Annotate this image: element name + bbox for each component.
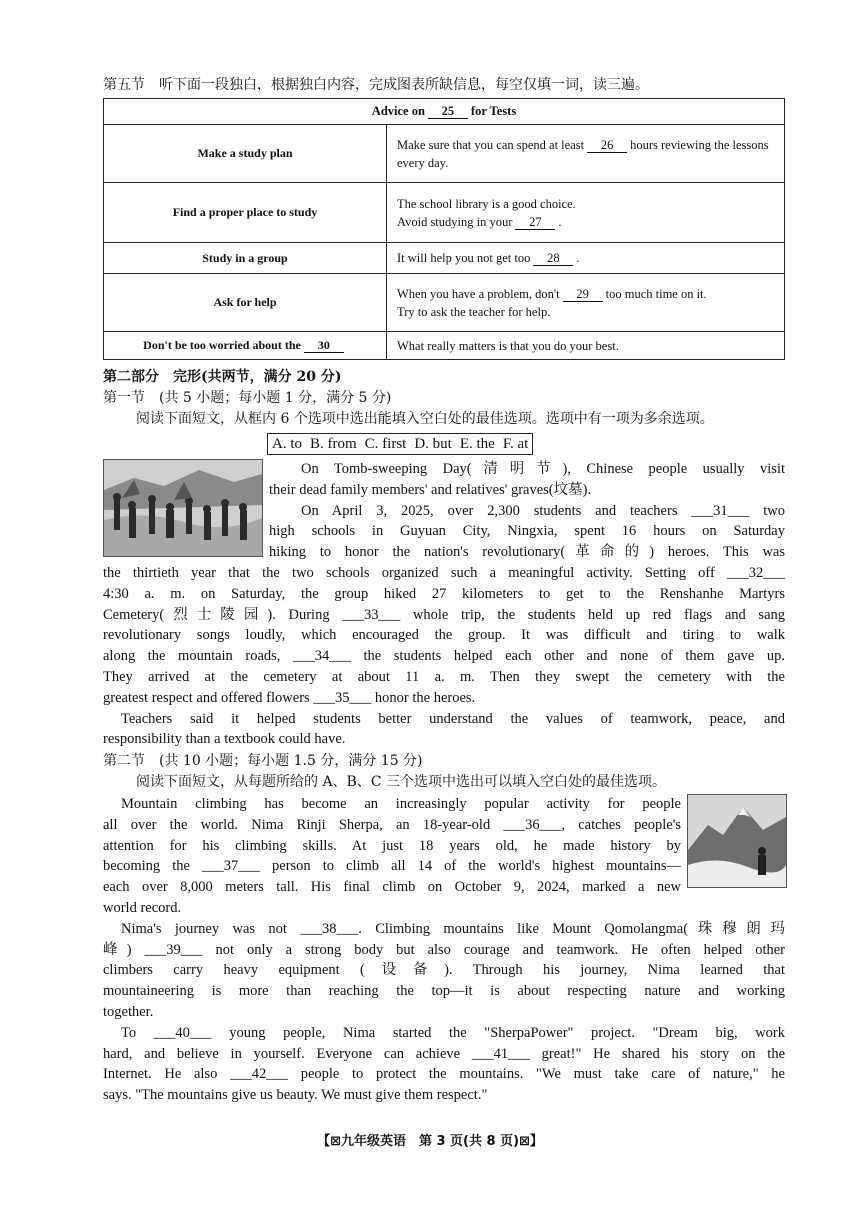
- page-footer: 【⊠九年级英语 第 3 页(共 8 页)⊠】: [317, 1134, 543, 1149]
- table-row: Study in a group It will help you not get too 28 .: [104, 243, 785, 274]
- option-f: F. at: [502, 436, 529, 452]
- part2-sec2-heading: 第二节 (共 10 小题；每小题 1.5 分，满分 15 分): [103, 753, 423, 769]
- blank-27: 27: [515, 215, 555, 230]
- option-b: B. from: [310, 436, 357, 452]
- table-row: Don't be too worried about the 30 What really matters is that you do your best.: [104, 332, 785, 360]
- option-a: A. to: [272, 436, 302, 452]
- table-row: Ask for help When you have a problem, don't 29 too much time on it. Try to ask the teacher for help.: [104, 274, 785, 332]
- part2-heading: 第二部分 完形(共两节，满分 20 分): [103, 369, 342, 385]
- table-title: Advice on 25 for Tests: [104, 99, 785, 125]
- table-row: Make a study plan Make sure that you can spend at least 26 hours reviewing the lessons every day.: [104, 125, 785, 183]
- part2-sec1-heading: 第一节 (共 5 小题；每小题 1 分，满分 5 分): [103, 390, 392, 406]
- blank-30: 30: [304, 338, 344, 353]
- part2-sec2-instructions: 阅读下面短文，从每题所给的 A、B、C 三个选项中选出可以填入空白处的最佳选项。: [136, 774, 667, 790]
- advice-table: [103, 98, 785, 360]
- passage2: Mountain climbing has become an increasingly popular activity for people all over the world. Nima Rinji Sherpa, an 18-year-old ___36___, catches people's attention for his climbing skills. At just 18 years old, he made history by becoming the ___37___ person to climb all 14 of the world's highest mountains— each over 8,000 meters tall. His final climb on October 9, 2024, marked a new world record. Nima's journey was not ___38___. Climbing mountains like Mount Qomolangma(珠穆朗玛 峰) ___39___ not only a strong body but also courage and teamwork. He often helped other climbers carry heavy equipment (设备). Through his journey, Nima learned that mountaineering is more than reaching the top—it is about respecting nature and working together. To ___40___ young people, Nima started the "SherpaPower" project. "Dream big, work hard, and believe in yourself. Everyone can achieve ___41___ great!" He shared his story on the Internet. He also ___42___ people to protect the mountains. "We must take care of nature," he says. "The mountains give us beauty. We must give them respect.": [103, 796, 785, 1104]
- blank-29: 29: [563, 287, 603, 302]
- table-row: Find a proper place to study The school library is a good choice. Avoid studying in your 27 .: [104, 183, 785, 243]
- part2-sec1-instructions: 阅读下面短文，从框内 6 个选项中选出能填入空白处的最佳选项。选项中有一项为多余选项。: [136, 411, 714, 427]
- options-box: [267, 433, 533, 455]
- section5-heading: 第五节 听下面一段独白，根据独白内容，完成图表所缺信息，每空仅填一词，读三遍。: [103, 77, 649, 93]
- blank-26: 26: [587, 138, 627, 153]
- option-e: E. the: [459, 436, 495, 452]
- option-c: C. first: [364, 436, 407, 452]
- passage1: On Tomb-sweeping Day(清明节), Chinese people usually visit their dead family members' and relatives' graves(坟墓). On April 3, 2025, over 2,300 students and teachers ___31___ two high schools in Guyuan City, Ningxia, spent 16 hours on Saturday hiking to honor the nation's revolutionary(革命的) heroes. This was the thirtieth year that the two schools organized such a meaningful activity. Setting off ___32___ 4:30 a. m. on Saturday, the group hiked 27 kilometers to get to the Renshanhe Martyrs Cemetery(烈士陵园). During ___33___ whole trip, the students held up red flags and sang revolutionary songs loudly, which encouraged the group. It was difficult and tiring to walk along the mountain roads, ___34___ the students helped each other and none of them gave up. They arrived at the cemetery at about 11 a. m. Then they swept the cemetery with the greatest respect and offered flowers ___35___ honor the heroes. Teachers said it helped students better understand the values of teamwork, peace, and responsibility than a textbook could have.: [103, 461, 785, 748]
- option-d: D. but: [414, 436, 452, 452]
- blank-25: 25: [428, 104, 468, 119]
- blank-28: 28: [533, 251, 573, 266]
